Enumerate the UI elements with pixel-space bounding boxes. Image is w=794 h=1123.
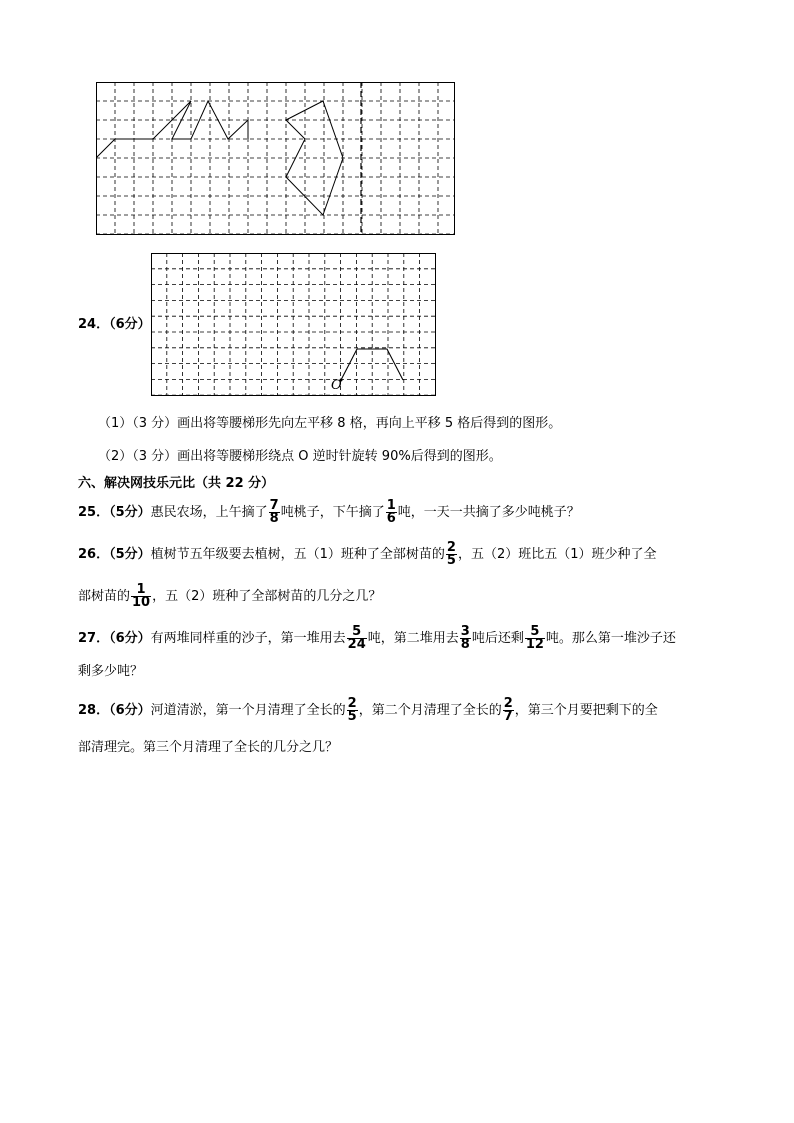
left-shape (96, 101, 248, 158)
question-25 (78, 500, 580, 525)
q26-f2-num: 1 (131, 584, 151, 597)
q25-f1-den: 8 (269, 511, 279, 526)
q27-label: 27．（6分） (78, 631, 151, 646)
q25-f2-den: 6 (386, 511, 396, 526)
q28-text-4: 部清理完。第三个月清理了全长的几分之几？ (78, 740, 339, 755)
q27-text-2: 吨，第二堆用去 (367, 631, 459, 646)
q26-f1-num: 2 (446, 540, 456, 555)
q25-label: 25．（5分） (78, 505, 151, 520)
question-26-line-1 (78, 542, 657, 567)
q24-sub2: （2）（3 分）画出将等腰梯形绕点 O 逆时针旋转 90%后得到的图形。 (98, 449, 502, 464)
q26-f2-den: 10 (132, 595, 151, 610)
q27-fraction-3 (525, 626, 545, 651)
q27-f1-den: 24 (347, 637, 366, 652)
q28-f1-den: 5 (347, 709, 357, 724)
question-27-line-1 (78, 626, 676, 651)
q28-f2-num: 2 (503, 696, 513, 711)
q26-fraction-1 (446, 542, 457, 567)
q26-text-1: 植树节五年级要去植树，五（1）班种了全部树苗的 (150, 547, 445, 562)
q27-f2-num: 3 (460, 624, 470, 639)
q26-f1-den: 5 (446, 553, 456, 568)
q27-text-4: 吨。那么第一堆沙子还 (545, 631, 676, 646)
section-six-title: 六、解决网技乐元比（共 22 分） (78, 476, 275, 491)
q26-label: 26．（5分） (78, 547, 151, 562)
q27-text-5: 剩多少吨？ (78, 664, 144, 679)
q28-f1-num: 2 (347, 696, 357, 711)
q28-text-3: ，第三个月要把剩下的全 (514, 703, 658, 718)
q26-text-4: ，五（2）班种了全部树苗的几分之几？ (152, 589, 382, 604)
question-28-line-1 (78, 698, 658, 723)
q25-fraction-2 (386, 500, 397, 525)
q27-f2-den: 8 (460, 637, 470, 652)
q26-text-2: ，五（2）班比五（1）班少种了全 (457, 547, 657, 562)
q27-text-1: 有两堆同样重的沙子，第一堆用去 (150, 631, 346, 646)
q28-text-1: 河道清淤，第一个月清理了全长的 (150, 703, 346, 718)
q28-f2-den: 7 (503, 709, 513, 724)
q27-f1-num: 5 (347, 626, 367, 639)
q24-sub1: （1）（3 分）画出将等腰梯形先向左平移 8 格，再向上平移 5 格后得到的图形。 (98, 416, 562, 431)
q26-text-3: 部树苗的 (78, 589, 131, 604)
q25-f2-num: 1 (386, 498, 396, 513)
q28-fraction-2 (503, 698, 514, 723)
q27-fraction-1 (347, 626, 367, 651)
trapezoid-grid-figure (151, 253, 437, 397)
question-26-line-2 (78, 584, 381, 609)
q28-fraction-1 (347, 698, 358, 723)
q27-fraction-2 (460, 626, 471, 651)
q27-f3-num: 5 (525, 626, 545, 639)
q24-label: 24．（6分） (78, 317, 151, 332)
q27-text-3: 吨后还剩 (471, 631, 524, 646)
q26-fraction-2 (131, 584, 151, 609)
symmetry-grid-figure (96, 82, 456, 236)
q25-text-3: 吨，一天一共摘了多少吨桃子？ (397, 505, 580, 520)
question-27-line-2 (78, 664, 143, 680)
origin-point-label: O (331, 378, 342, 393)
q25-fraction-1 (269, 500, 280, 525)
q25-text-1: 惠民农场，上午摘了 (150, 505, 268, 520)
q28-text-2: ，第二个月清理了全长的 (358, 703, 502, 718)
q25-text-2: 吨桃子，下午摘了 (280, 505, 385, 520)
q25-f1-num: 7 (269, 498, 279, 513)
question-28-line-2 (78, 740, 338, 756)
q27-f3-den: 12 (525, 637, 544, 652)
q28-label: 28．（6分） (78, 703, 151, 718)
